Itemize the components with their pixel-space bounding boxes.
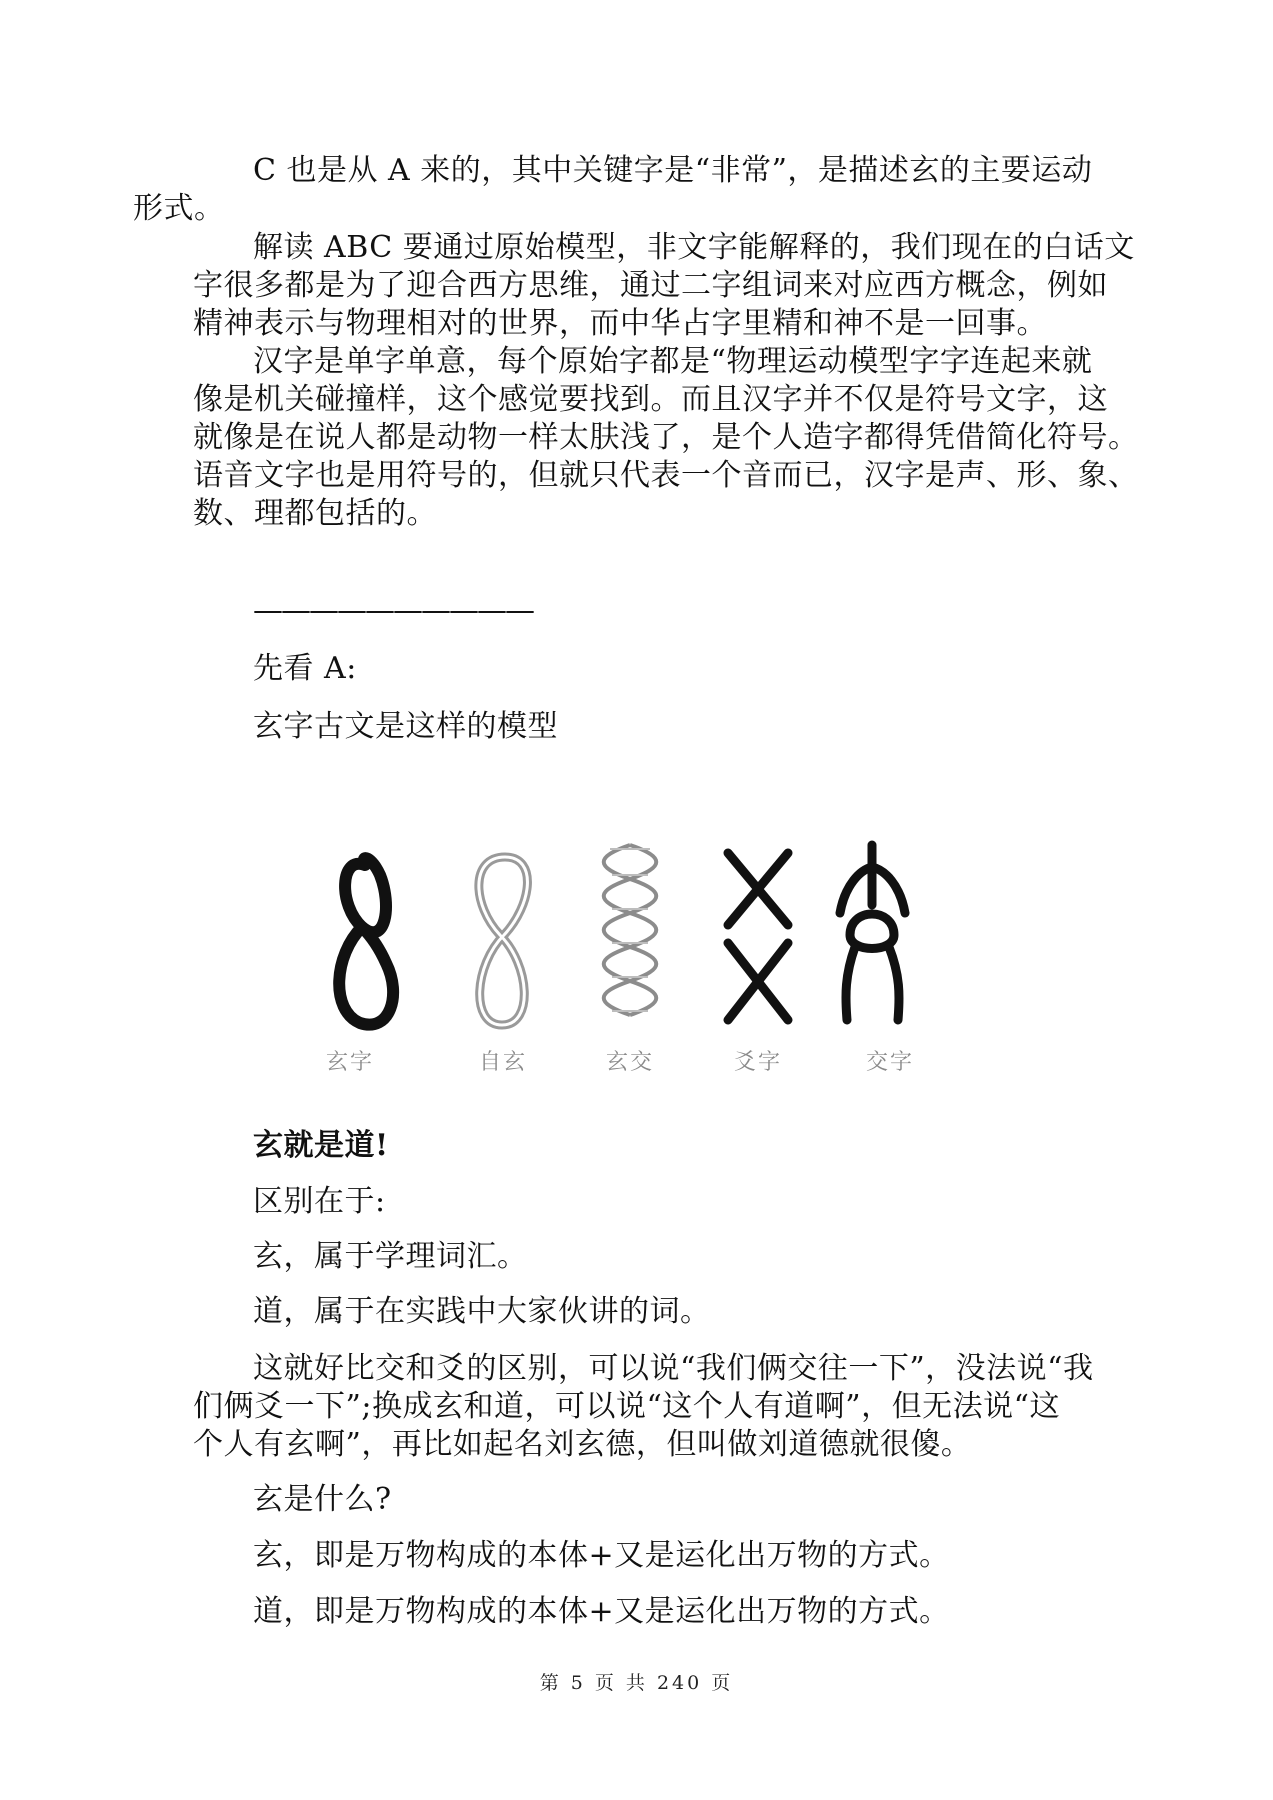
caption-xuan-jiao: 玄交 [605,1050,654,1075]
jiao-glyph [840,845,905,1020]
text-line: C 也是从 A 来的，其中关键字是“非常”，是描述玄的主要运动 [253,153,1093,188]
paragraph-compare [193,1350,1093,1464]
text-line: 汉字是单字单意，每个原始字都是“物理运动模型字字连起来就 [253,344,1093,379]
text-line: 语音文字也是用符号的，但就只代表一个音而已，汉字是声、形、象、 [193,458,1139,493]
question-text: 玄是什么? [253,1482,392,1517]
caption-zi-xuan: 自玄 [478,1050,527,1075]
yao-glyph [728,853,788,1020]
difference-intro: 区别在于: [253,1184,386,1219]
dao-definition: 道，属于在实践中大家伙讲的词。 [253,1294,711,1329]
paragraph-hanzi [193,343,1139,533]
section-heading: 玄就是道! [253,1128,389,1163]
zi-xuan-glyph-eight [479,857,528,1025]
xuan-definition: 玄，属于学理词汇。 [253,1239,528,1274]
divider-line: —————————— [253,593,533,628]
text-line: 们俩爻一下”;换成玄和道，可以说“这个人有道啊”，但无法说“这 [193,1389,1060,1424]
text-line: 这就好比交和爻的区别，可以说“我们俩交往一下”，没法说“我 [253,1351,1094,1386]
text-line: 数、理都包括的。 [193,496,437,531]
page-footer: 第 5 页 共 240 页 [539,1672,734,1694]
xuan-glyph-bold-eight [339,858,393,1024]
caption-jiao-zi: 交字 [865,1050,914,1075]
text-line: 就像是在说人都是动物一样太肤浅了，是个人造字都得凭借简化符号。 [193,420,1139,455]
text-line: 像是机关碰撞样，这个感觉要找到。而且汉字并不仅是符号文字，这 [193,382,1108,417]
text-line: 解读 ABC 要通过原始模型，非文字能解释的，我们现在的白话文 [253,230,1135,265]
paragraph-abc-reading [193,229,1135,343]
paragraph-c-origin [133,152,1093,228]
xuan-answer: 玄，即是万物构成的本体+又是运化出万物的方式。 [253,1538,950,1573]
text-line: 个人有玄啊”，再比如起名刘玄德，但叫做刘道德就很傻。 [193,1427,972,1462]
look-a-text: 先看 A: [253,651,357,686]
text-line: 字很多都是为了迎合西方思维，通过二字组词来对应西方概念，例如 [193,268,1108,303]
xuan-jiao-helix [604,845,657,1015]
model-intro-text: 玄字古文是这样的模型 [253,709,558,744]
xuan-glyph-figure [320,835,980,1075]
caption-xuan-zi: 玄字 [325,1050,374,1075]
dao-answer: 道，即是万物构成的本体+又是运化出万物的方式。 [253,1594,950,1629]
caption-yao-zi: 爻字 [733,1050,782,1075]
text-line: 精神表示与物理相对的世界，而中华占字里精和神不是一回事。 [193,306,1047,341]
text-line: 形式。 [133,191,225,226]
